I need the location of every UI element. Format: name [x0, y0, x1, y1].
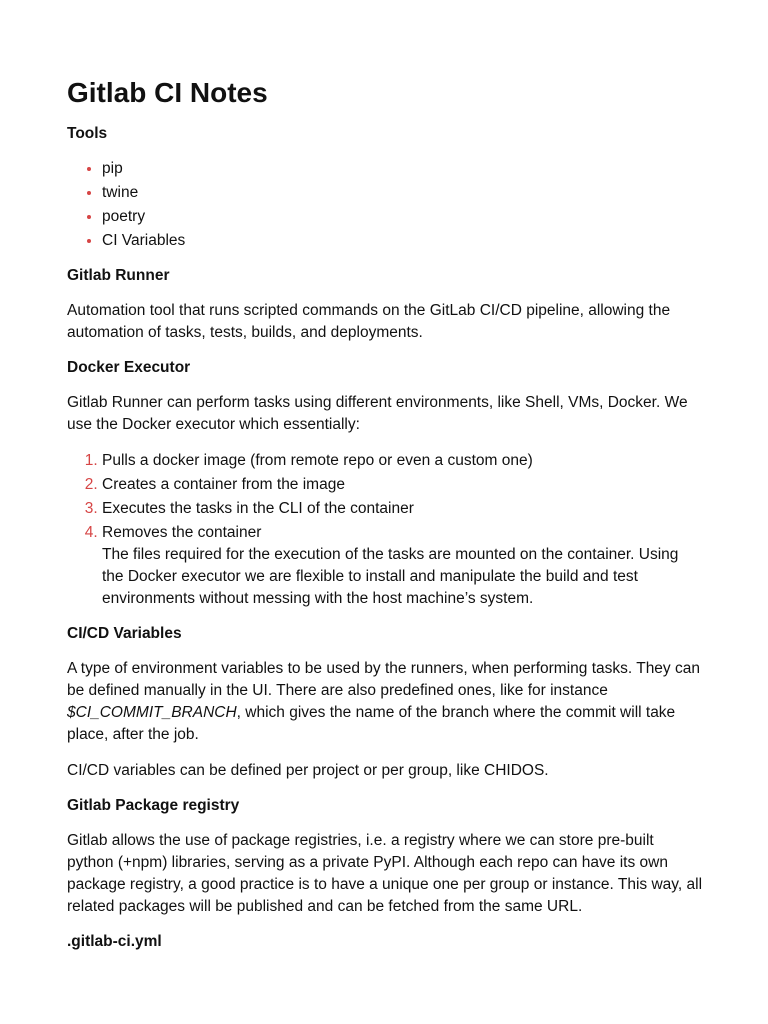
paragraph-docker-intro: Gitlab Runner can perform tasks using different environments, like Shell, VMs, Docker. We use the Docker executor which essentially: — [67, 394, 688, 433]
section-heading-tools: Tools — [67, 125, 108, 142]
section-heading-docker: Docker Executor — [67, 359, 191, 376]
page-title: Gitlab CI Notes — [67, 77, 268, 108]
list-item: 1. Pulls a docker image (from remote repo or even a custom one) — [102, 450, 704, 472]
section-heading-gitlab-ci: .gitlab-ci.yml — [67, 933, 162, 950]
tools-list — [67, 158, 704, 252]
list-item: • twine — [102, 182, 704, 204]
section-heading-registry: Gitlab Package registry — [67, 797, 240, 814]
docker-steps-list — [67, 450, 704, 610]
paragraph-runner: Automation tool that runs scripted commands on the GitLab CI/CD pipeline, allowing the automation of tasks, tests, builds, and deployments. — [67, 302, 671, 341]
list-item: • pip — [102, 158, 704, 180]
section-heading-runner: Gitlab Runner — [67, 267, 170, 284]
list-item: • poetry — [102, 206, 704, 228]
step-note: The files required for the execution of the tasks are mounted on the container. Using the Docker executor we are flexible to install and manipulate the build and test environments without messing with the host machine’s system. — [102, 546, 679, 607]
variable-name: $CI_COMMIT_BRANCH — [67, 704, 237, 721]
list-item: 2. Creates a container from the image — [102, 474, 704, 496]
list-item — [102, 522, 704, 610]
paragraph-variables — [67, 658, 704, 746]
paragraph-variables-scope: CI/CD variables can be defined per project or per group, like CHIDOS. — [67, 762, 549, 779]
variables-text-before: A type of environment variables to be used by the runners, when performing tasks. They can be defined manually in the UI. There are also predefined ones, like for instance — [67, 660, 700, 699]
paragraph-registry: Gitlab allows the use of package registries, i.e. a registry where we can store pre-built python (+npm) libraries, serving as a private PyPI. Although each repo can have its own package registry, a good practice is to have a unique one per group or instance. This way, all related packages will be published and can be fetched from the same URL. — [67, 832, 703, 915]
list-item: 3. Executes the tasks in the CLI of the container — [102, 498, 704, 520]
list-item: • CI Variables — [102, 230, 704, 252]
step-text: 4. Removes the container — [102, 524, 262, 541]
variables-text-after: , which gives the name of the branch where the commit will take place, after the job. — [67, 704, 676, 743]
section-heading-variables: CI/CD Variables — [67, 625, 182, 642]
